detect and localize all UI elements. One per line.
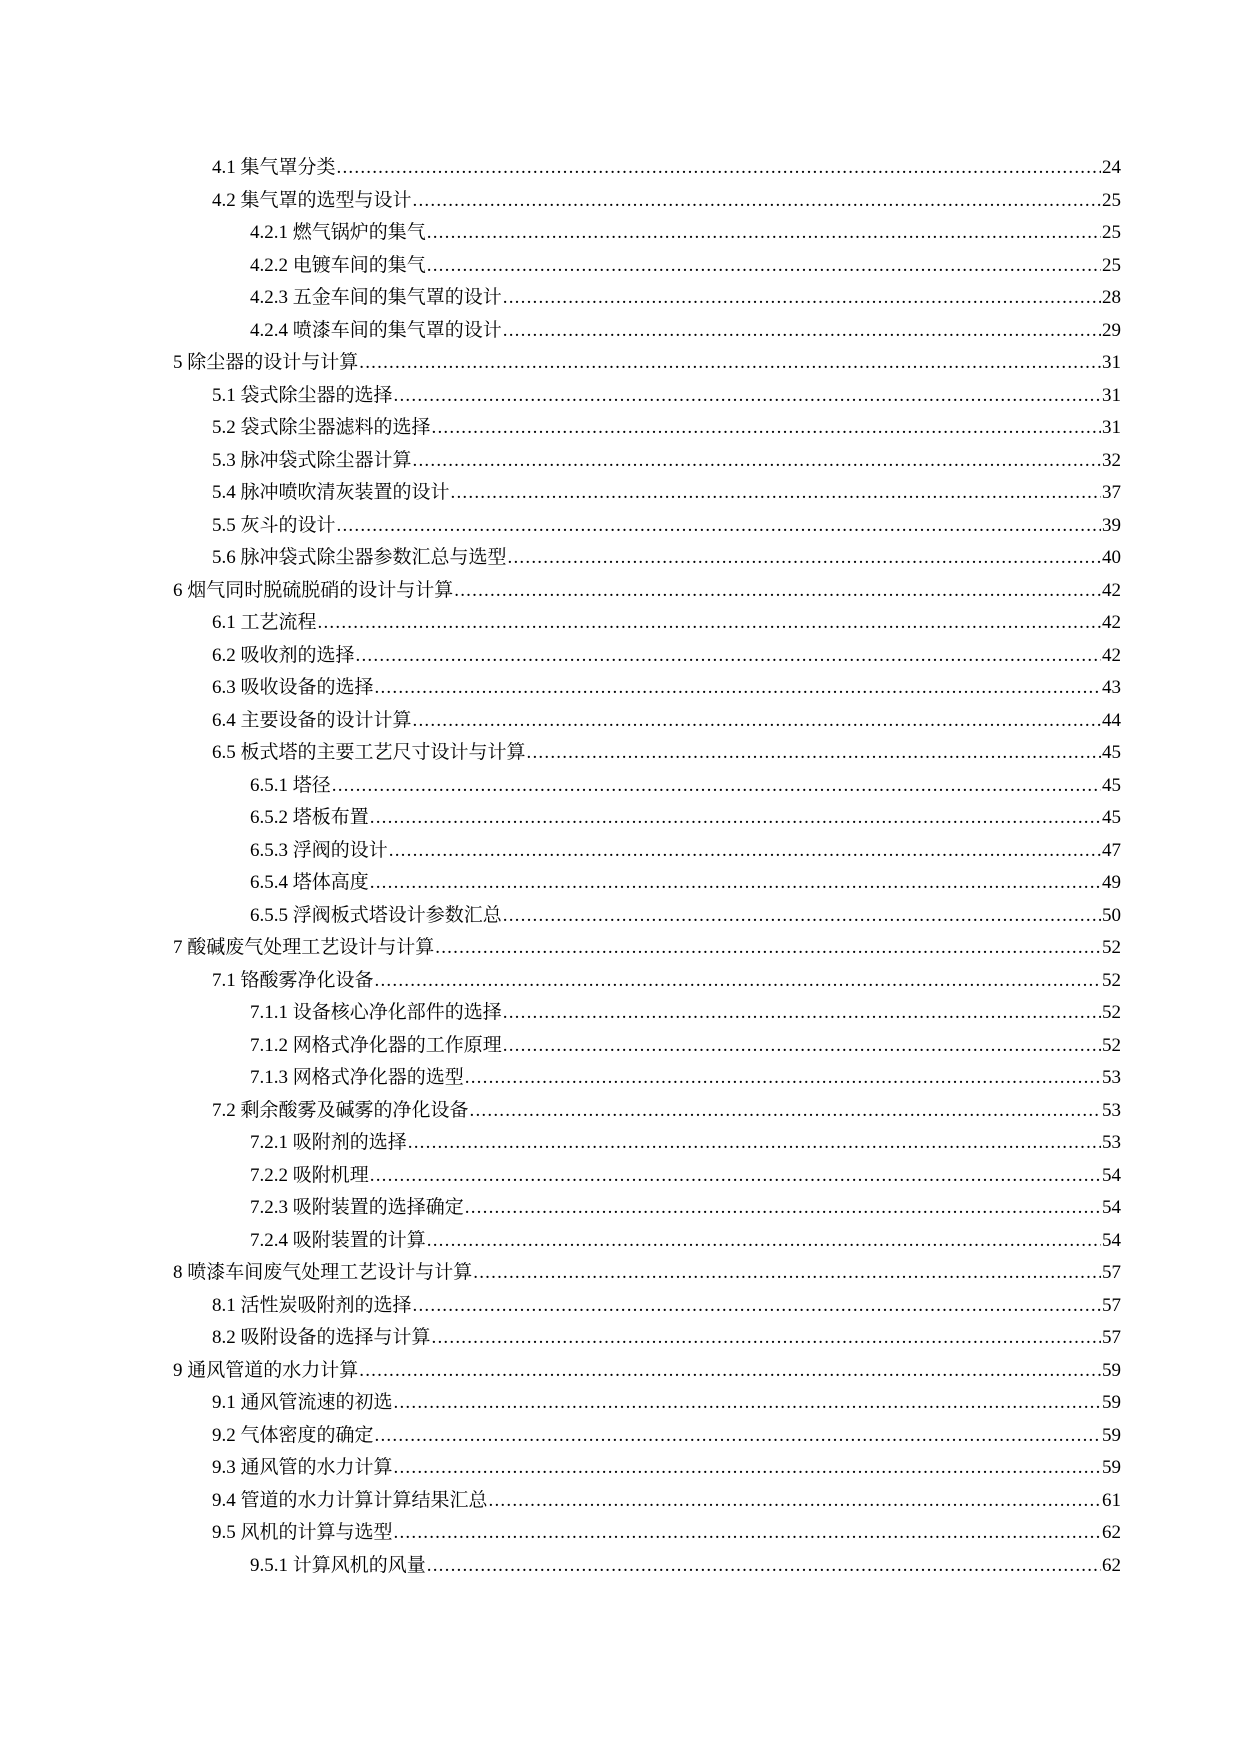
toc-entry-page-number: 53: [1102, 1067, 1121, 1088]
toc-entry[interactable]: [173, 1517, 1121, 1550]
toc-entry-page-number: 62: [1102, 1554, 1121, 1576]
toc-entry[interactable]: [173, 412, 1121, 445]
toc-entry-page-number: 31: [1102, 417, 1121, 438]
toc-entry-page-number: 37: [1102, 482, 1121, 503]
dot-leader: [375, 1420, 1101, 1453]
toc-entry[interactable]: [173, 250, 1121, 283]
toc-entry-page-number: 44: [1102, 709, 1121, 731]
toc-entry-title: 4.2.4 喷漆车间的集气罩的设计: [250, 319, 502, 341]
toc-entry[interactable]: [173, 705, 1121, 738]
dot-leader: [427, 1225, 1101, 1258]
toc-entry-page-number: 24: [1102, 157, 1121, 178]
dot-leader: [503, 997, 1101, 1030]
toc-entry[interactable]: [173, 477, 1121, 510]
toc-entry-title: 7.2.4 吸附装置的计算: [250, 1229, 426, 1251]
toc-entry-title: 5 除尘器的设计与计算: [173, 352, 359, 373]
toc-entry-page-number: 29: [1102, 319, 1121, 341]
toc-entry[interactable]: [173, 672, 1121, 705]
toc-entry-title: 5.4 脉冲喷吹清灰装置的设计: [212, 482, 450, 503]
toc-entry[interactable]: [173, 315, 1121, 348]
dot-leader: [337, 152, 1101, 185]
toc-entry-title: 7.1.3 网格式净化器的选型: [250, 1067, 464, 1088]
dot-leader: [332, 770, 1101, 803]
dot-leader: [356, 640, 1101, 673]
toc-entry[interactable]: [173, 770, 1121, 803]
toc-entry[interactable]: [173, 1095, 1121, 1128]
toc-entry-page-number: 59: [1102, 1457, 1121, 1478]
dot-leader: [408, 1127, 1101, 1160]
toc-entry-title: 6.5.1 塔径: [250, 774, 331, 796]
toc-entry[interactable]: [173, 1387, 1121, 1420]
toc-entry-title: 4.2.3 五金车间的集气罩的设计: [250, 287, 502, 308]
toc-entry-page-number: 45: [1102, 774, 1121, 796]
toc-entry-title: 9.2 气体密度的确定: [212, 1424, 374, 1446]
toc-entry-title: 6.3 吸收设备的选择: [212, 677, 374, 698]
toc-entry-page-number: 54: [1102, 1229, 1121, 1251]
toc-entry-page-number: 49: [1102, 872, 1121, 893]
toc-entry-page-number: 40: [1102, 547, 1121, 568]
toc-entry-title: 4.2.1 燃气锅炉的集气: [250, 222, 426, 243]
toc-entry[interactable]: [173, 542, 1121, 575]
toc-entry[interactable]: [173, 1452, 1121, 1485]
toc-entry-page-number: 50: [1102, 904, 1121, 926]
toc-entry-page-number: 59: [1102, 1424, 1121, 1446]
toc-entry-title: 9 通风管道的水力计算: [173, 1359, 359, 1381]
toc-entry[interactable]: [173, 347, 1121, 380]
toc-entry-page-number: 32: [1102, 449, 1121, 471]
toc-entry[interactable]: [173, 607, 1121, 640]
toc-entry[interactable]: [173, 1062, 1121, 1095]
dot-leader: [413, 185, 1101, 218]
toc-entry-title: 9.5 风机的计算与选型: [212, 1522, 393, 1543]
dot-leader: [503, 315, 1101, 348]
toc-entry-title: 5.2 袋式除尘器滤料的选择: [212, 417, 431, 438]
toc-entry-page-number: 54: [1102, 1197, 1121, 1218]
toc-entry-page-number: 52: [1102, 1002, 1121, 1023]
dot-leader: [370, 867, 1101, 900]
toc-entry[interactable]: [173, 185, 1121, 218]
toc-entry[interactable]: [173, 445, 1121, 478]
toc-entry[interactable]: [173, 1160, 1121, 1193]
toc-entry[interactable]: [173, 1485, 1121, 1518]
dot-leader: [359, 347, 1101, 380]
dot-leader: [470, 1095, 1101, 1128]
toc-entry-title: 6.5.4 塔体高度: [250, 872, 369, 893]
toc-entry-title: 4.2 集气罩的选型与设计: [212, 189, 412, 211]
toc-entry-page-number: 52: [1102, 969, 1121, 991]
toc-entry[interactable]: [173, 1322, 1121, 1355]
toc-entry-title: 9.3 通风管的水力计算: [212, 1457, 393, 1478]
toc-entry-title: 5.3 脉冲袋式除尘器计算: [212, 449, 412, 471]
toc-entry-title: 7.2.3 吸附装置的选择确定: [250, 1197, 464, 1218]
toc-entry-title: 6 烟气同时脱硫脱硝的设计与计算: [173, 579, 454, 601]
toc-entry[interactable]: [173, 380, 1121, 413]
toc-entry-page-number: 31: [1102, 352, 1121, 373]
toc-entry-title: 6.2 吸收剂的选择: [212, 644, 355, 666]
dot-leader: [473, 1257, 1101, 1290]
dot-leader: [375, 672, 1101, 705]
toc-entry-title: 7.1.2 网格式净化器的工作原理: [250, 1034, 502, 1056]
toc-entry-page-number: 45: [1102, 742, 1121, 763]
toc-entry-page-number: 42: [1102, 612, 1121, 633]
dot-leader: [527, 737, 1101, 770]
toc-entry-page-number: 25: [1102, 189, 1121, 211]
toc-entry-page-number: 52: [1102, 937, 1121, 958]
toc-entry[interactable]: [173, 900, 1121, 933]
toc-entry-page-number: 45: [1102, 807, 1121, 828]
toc-entry[interactable]: [173, 1290, 1121, 1323]
dot-leader: [370, 802, 1101, 835]
toc-entry-title: 7.1 铬酸雾净化设备: [212, 969, 374, 991]
toc-entry[interactable]: [173, 737, 1121, 770]
toc-entry-title: 7.2.1 吸附剂的选择: [250, 1132, 407, 1153]
toc-entry-page-number: 61: [1102, 1489, 1121, 1511]
toc-entry-title: 9.1 通风管流速的初选: [212, 1392, 393, 1413]
dot-leader: [394, 1452, 1101, 1485]
dot-leader: [413, 1290, 1101, 1323]
toc-entry-page-number: 59: [1102, 1392, 1121, 1413]
toc-entry-title: 6.5.3 浮阀的设计: [250, 839, 388, 861]
dot-leader: [503, 282, 1101, 315]
toc-entry-title: 4.2.2 电镀车间的集气: [250, 254, 426, 276]
toc-entry[interactable]: [173, 802, 1121, 835]
dot-leader: [413, 445, 1101, 478]
dot-leader: [503, 900, 1101, 933]
toc-entry-title: 8.1 活性炭吸附剂的选择: [212, 1294, 412, 1316]
toc-entry[interactable]: [173, 1127, 1121, 1160]
toc-entry-page-number: 53: [1102, 1099, 1121, 1121]
toc-entry[interactable]: [173, 997, 1121, 1030]
dot-leader: [359, 1355, 1101, 1388]
toc-entry-page-number: 28: [1102, 287, 1121, 308]
toc-entry-page-number: 57: [1102, 1262, 1121, 1283]
dot-leader: [389, 835, 1101, 868]
toc-entry-page-number: 52: [1102, 1034, 1121, 1056]
toc-entry-page-number: 25: [1102, 222, 1121, 243]
dot-leader: [427, 250, 1101, 283]
dot-leader: [465, 1062, 1101, 1095]
dot-leader: [413, 705, 1101, 738]
toc-entry-page-number: 47: [1102, 839, 1121, 861]
toc-entry[interactable]: [173, 835, 1121, 868]
toc-entry[interactable]: [173, 575, 1121, 608]
dot-leader: [503, 1030, 1101, 1063]
toc-entry-page-number: 57: [1102, 1294, 1121, 1316]
toc-entry[interactable]: [173, 932, 1121, 965]
toc-entry[interactable]: [173, 1355, 1121, 1388]
toc-entry[interactable]: [173, 217, 1121, 250]
dot-leader: [394, 1517, 1101, 1550]
toc-entry-title: 6.5.5 浮阀板式塔设计参数汇总: [250, 904, 502, 926]
toc-entry-page-number: 54: [1102, 1164, 1121, 1186]
toc-entry-title: 6.5.2 塔板布置: [250, 807, 369, 828]
toc-entry-page-number: 57: [1102, 1327, 1121, 1348]
toc-entry-page-number: 59: [1102, 1359, 1121, 1381]
dot-leader: [435, 932, 1101, 965]
toc-entry-title: 8.2 吸附设备的选择与计算: [212, 1327, 431, 1348]
toc-entry-page-number: 39: [1102, 514, 1121, 536]
dot-leader: [432, 1322, 1101, 1355]
toc-entry[interactable]: [173, 640, 1121, 673]
toc-entry-title: 7 酸碱废气处理工艺设计与计算: [173, 937, 435, 958]
toc-entry[interactable]: [173, 152, 1121, 185]
dot-leader: [508, 542, 1101, 575]
dot-leader: [375, 965, 1101, 998]
dot-leader: [465, 1192, 1101, 1225]
toc-entry[interactable]: [173, 1192, 1121, 1225]
toc-entry-title: 5.5 灰斗的设计: [212, 514, 336, 536]
dot-leader: [394, 1387, 1101, 1420]
toc-entry-title: 9.4 管道的水力计算计算结果汇总: [212, 1489, 488, 1511]
toc-entry-title: 7.2.2 吸附机理: [250, 1164, 369, 1186]
toc-entry[interactable]: [173, 1257, 1121, 1290]
toc-entry-page-number: 42: [1102, 644, 1121, 666]
dot-leader: [454, 575, 1101, 608]
toc-entry-title: 6.4 主要设备的设计计算: [212, 709, 412, 731]
toc-entry-page-number: 31: [1102, 384, 1121, 406]
toc-entry-title: 7.2 剩余酸雾及碱雾的净化设备: [212, 1099, 469, 1121]
toc-entry-page-number: 43: [1102, 677, 1121, 698]
toc-entry-title: 7.1.1 设备核心净化部件的选择: [250, 1002, 502, 1023]
toc-entry-title: 6.1 工艺流程: [212, 612, 317, 633]
dot-leader: [432, 412, 1101, 445]
toc-entry-title: 4.1 集气罩分类: [212, 157, 336, 178]
dot-leader: [427, 217, 1101, 250]
toc-entry-title: 9.5.1 计算风机的风量: [250, 1554, 426, 1576]
toc-entry[interactable]: [173, 510, 1121, 543]
toc-entry[interactable]: [173, 965, 1121, 998]
dot-leader: [489, 1485, 1101, 1518]
toc-entry-title: 5.6 脉冲袋式除尘器参数汇总与选型: [212, 547, 507, 568]
dot-leader: [318, 607, 1101, 640]
table-of-contents: [173, 152, 1121, 1582]
toc-entry[interactable]: [173, 282, 1121, 315]
toc-entry-page-number: 42: [1102, 579, 1121, 601]
toc-entry[interactable]: [173, 867, 1121, 900]
dot-leader: [427, 1550, 1101, 1583]
toc-entry-title: 5.1 袋式除尘器的选择: [212, 384, 393, 406]
dot-leader: [370, 1160, 1101, 1193]
toc-entry-page-number: 53: [1102, 1132, 1121, 1153]
toc-entry[interactable]: [173, 1030, 1121, 1063]
dot-leader: [337, 510, 1101, 543]
dot-leader: [451, 477, 1101, 510]
toc-entry[interactable]: [173, 1420, 1121, 1453]
toc-entry[interactable]: [173, 1550, 1121, 1583]
toc-entry-page-number: 62: [1102, 1522, 1121, 1543]
dot-leader: [394, 380, 1101, 413]
toc-entry-page-number: 25: [1102, 254, 1121, 276]
toc-entry[interactable]: [173, 1225, 1121, 1258]
toc-entry-title: 8 喷漆车间废气处理工艺设计与计算: [173, 1262, 473, 1283]
toc-entry-title: 6.5 板式塔的主要工艺尺寸设计与计算: [212, 742, 526, 763]
